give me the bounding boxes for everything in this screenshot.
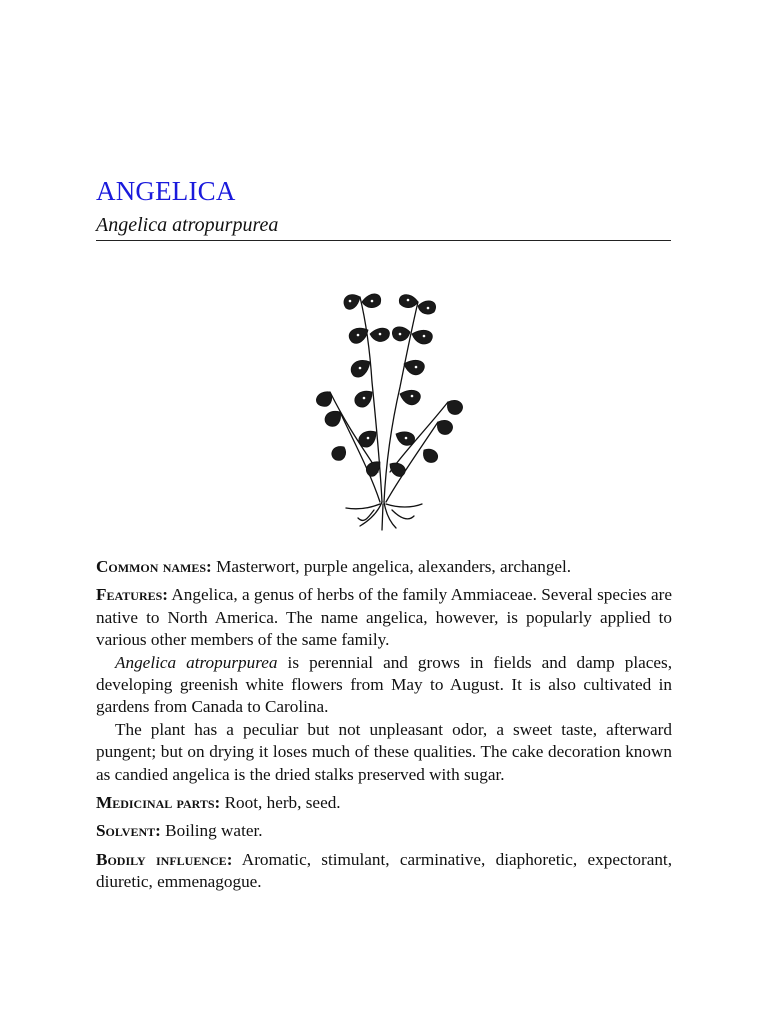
botanical-name: Angelica atropurpurea: [96, 214, 279, 236]
entry-body: [96, 556, 672, 900]
species-name-italic: Angelica atropurpurea: [115, 652, 278, 672]
bodily-influence-paragraph: [96, 849, 672, 894]
features-text: Angelica, a genus of herbs of the family Ammiaceae. Several species are native to North America. The name angelica, however, is popularly applied to various other members of the same family.: [96, 585, 672, 650]
page-title: ANGELICA: [96, 176, 236, 206]
features-text-3: The plant has a peculiar but not unpleasant odor, a sweet taste, afterward pungent; but on drying it loses much of these qualities. The cake decoration known as candied angelica is the dried stalks preserved with sugar.: [96, 719, 672, 784]
title-divider: [96, 240, 671, 241]
features-text-2: is perennial and grows in fields and damp places, developing greenish white flowers from May to August. It is also cultivated in gardens from Canada to Carolina.: [96, 652, 673, 717]
solvent-paragraph: [96, 820, 672, 842]
solvent-text: Boiling water.: [160, 821, 263, 841]
angelica-plant-illustration-icon: [300, 272, 470, 532]
medicinal-parts-paragraph: [96, 792, 672, 814]
features-paragraph: [96, 584, 672, 651]
features-label: Features:: [96, 585, 169, 605]
common-names-text: Masterwort, purple angelica, alexanders, archangel.: [211, 557, 572, 576]
bodily-influence-label: Bodily influence:: [96, 849, 233, 869]
features-paragraph-2: [96, 652, 672, 719]
medicinal-parts-text: Root, herb, seed.: [220, 793, 341, 813]
solvent-label: Solvent:: [96, 821, 161, 841]
common-names-paragraph: [96, 556, 672, 578]
common-names-label: Common names:: [96, 557, 212, 576]
medicinal-parts-label: Medicinal parts:: [96, 793, 221, 813]
bodily-influence-text: Aromatic, stimulant, carminative, diaphoretic, expectorant, diuretic, emmenagogue.: [96, 849, 672, 892]
features-paragraph-3: [96, 719, 672, 786]
